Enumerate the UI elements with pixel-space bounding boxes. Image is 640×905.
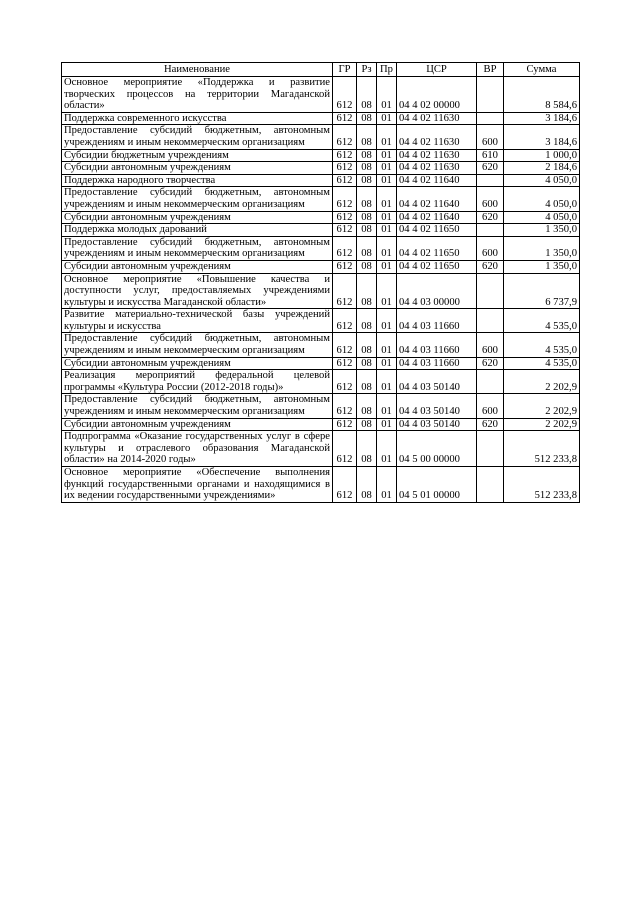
cell-vr: 620 (477, 211, 504, 224)
table-row (62, 224, 580, 237)
cell-csr: 04 5 00 00000 (397, 431, 477, 467)
cell-csr: 04 4 02 11640 (397, 174, 477, 187)
cell-gr: 612 (333, 162, 357, 175)
cell-name: Предоставление субсидий бюджетным, автономным учреждениям и иным некоммерческим организациям (62, 394, 333, 418)
cell-name: Основное мероприятие «Повышение качества и доступности услуг, предоставляемых учреждениями культуры и искусства Магаданской области» (62, 273, 333, 309)
header-gr: ГР (333, 63, 357, 77)
cell-gr: 612 (333, 467, 357, 503)
table-row (62, 77, 580, 113)
cell-csr: 04 4 02 11630 (397, 149, 477, 162)
budget-table (61, 62, 580, 503)
cell-rz: 08 (357, 370, 377, 394)
cell-csr: 04 4 02 11650 (397, 260, 477, 273)
cell-sum: 4 050,0 (504, 187, 580, 211)
cell-sum: 6 737,9 (504, 273, 580, 309)
header-name: Наименование (62, 63, 333, 77)
cell-pr: 01 (377, 431, 397, 467)
cell-gr: 612 (333, 211, 357, 224)
cell-csr: 04 4 02 11650 (397, 224, 477, 237)
table-row (62, 273, 580, 309)
cell-csr: 04 4 02 11640 (397, 187, 477, 211)
table-row (62, 174, 580, 187)
cell-gr: 612 (333, 174, 357, 187)
cell-pr: 01 (377, 174, 397, 187)
cell-rz: 08 (357, 149, 377, 162)
cell-pr: 01 (377, 357, 397, 370)
cell-sum: 2 202,9 (504, 394, 580, 418)
table-row (62, 333, 580, 357)
cell-rz: 08 (357, 431, 377, 467)
cell-rz: 08 (357, 224, 377, 237)
cell-name: Предоставление субсидий бюджетным, автономным учреждениям и иным некоммерческим организациям (62, 187, 333, 211)
cell-pr: 01 (377, 309, 397, 333)
cell-rz: 08 (357, 467, 377, 503)
cell-pr: 01 (377, 187, 397, 211)
cell-pr: 01 (377, 112, 397, 125)
cell-gr: 612 (333, 370, 357, 394)
cell-gr: 612 (333, 333, 357, 357)
cell-pr: 01 (377, 125, 397, 149)
cell-csr: 04 4 02 11630 (397, 162, 477, 175)
cell-vr (477, 309, 504, 333)
cell-csr: 04 4 03 11660 (397, 357, 477, 370)
cell-sum: 1 000,0 (504, 149, 580, 162)
table-row (62, 125, 580, 149)
cell-csr: 04 4 02 11630 (397, 125, 477, 149)
cell-rz: 08 (357, 273, 377, 309)
cell-rz: 08 (357, 394, 377, 418)
cell-name: Основное мероприятие «Обеспечение выполнения функций государственными органами и находящимися в их ведении государственными учреждениями» (62, 467, 333, 503)
cell-vr (477, 370, 504, 394)
cell-pr: 01 (377, 418, 397, 431)
table-row (62, 394, 580, 418)
cell-pr: 01 (377, 467, 397, 503)
header-vr: ВР (477, 63, 504, 77)
cell-gr: 612 (333, 125, 357, 149)
cell-vr: 620 (477, 418, 504, 431)
cell-name: Поддержка народного творчества (62, 174, 333, 187)
cell-name: Поддержка современного искусства (62, 112, 333, 125)
cell-vr: 620 (477, 357, 504, 370)
cell-name: Субсидии бюджетным учреждениям (62, 149, 333, 162)
cell-rz: 08 (357, 236, 377, 260)
table-row (62, 236, 580, 260)
cell-name: Основное мероприятие «Поддержка и развитие творческих процессов на территории Магаданской области» (62, 77, 333, 113)
cell-sum: 2 202,9 (504, 370, 580, 394)
cell-gr: 612 (333, 394, 357, 418)
table-row (62, 149, 580, 162)
cell-name: Субсидии автономным учреждениям (62, 418, 333, 431)
table-row (62, 187, 580, 211)
table-row (62, 418, 580, 431)
cell-gr: 612 (333, 260, 357, 273)
cell-vr: 600 (477, 333, 504, 357)
table-row (62, 112, 580, 125)
cell-vr (477, 112, 504, 125)
cell-name: Подпрограмма «Оказание государственных услуг в сфере культуры и отраслевого образования Магаданской области» на 2014-2020 годы» (62, 431, 333, 467)
cell-gr: 612 (333, 149, 357, 162)
header-sum: Сумма (504, 63, 580, 77)
header-csr: ЦСР (397, 63, 477, 77)
cell-rz: 08 (357, 112, 377, 125)
cell-gr: 612 (333, 224, 357, 237)
cell-sum: 4 535,0 (504, 309, 580, 333)
cell-rz: 08 (357, 260, 377, 273)
cell-vr (477, 273, 504, 309)
cell-sum: 1 350,0 (504, 224, 580, 237)
cell-gr: 612 (333, 431, 357, 467)
table-row (62, 467, 580, 503)
cell-name: Реализация мероприятий федеральной целевой программы «Культура России (2012-2018 годы)» (62, 370, 333, 394)
cell-sum: 8 584,6 (504, 77, 580, 113)
cell-pr: 01 (377, 333, 397, 357)
table-row (62, 162, 580, 175)
cell-rz: 08 (357, 174, 377, 187)
cell-rz: 08 (357, 309, 377, 333)
cell-csr: 04 4 02 11640 (397, 211, 477, 224)
cell-gr: 612 (333, 357, 357, 370)
cell-csr: 04 5 01 00000 (397, 467, 477, 503)
cell-pr: 01 (377, 394, 397, 418)
cell-csr: 04 4 03 11660 (397, 309, 477, 333)
cell-gr: 612 (333, 187, 357, 211)
cell-csr: 04 4 03 50140 (397, 394, 477, 418)
cell-name: Субсидии автономным учреждениям (62, 162, 333, 175)
cell-rz: 08 (357, 125, 377, 149)
cell-sum: 1 350,0 (504, 236, 580, 260)
cell-csr: 04 4 03 50140 (397, 418, 477, 431)
cell-sum: 4 535,0 (504, 333, 580, 357)
cell-sum: 3 184,6 (504, 112, 580, 125)
cell-pr: 01 (377, 162, 397, 175)
cell-rz: 08 (357, 77, 377, 113)
cell-vr: 600 (477, 187, 504, 211)
cell-csr: 04 4 02 11650 (397, 236, 477, 260)
table-row (62, 260, 580, 273)
cell-gr: 612 (333, 309, 357, 333)
cell-gr: 612 (333, 418, 357, 431)
table-row (62, 309, 580, 333)
table-header-row (62, 63, 580, 77)
cell-name: Развитие материально-технической базы учреждений культуры и искусства (62, 309, 333, 333)
cell-vr: 620 (477, 260, 504, 273)
cell-name: Поддержка молодых дарований (62, 224, 333, 237)
cell-name: Предоставление субсидий бюджетным, автономным учреждениям и иным некоммерческим организациям (62, 333, 333, 357)
cell-name: Субсидии автономным учреждениям (62, 357, 333, 370)
cell-vr (477, 431, 504, 467)
cell-rz: 08 (357, 162, 377, 175)
cell-csr: 04 4 03 00000 (397, 273, 477, 309)
cell-gr: 612 (333, 112, 357, 125)
cell-gr: 612 (333, 77, 357, 113)
cell-vr (477, 467, 504, 503)
cell-vr: 600 (477, 236, 504, 260)
cell-pr: 01 (377, 236, 397, 260)
cell-rz: 08 (357, 187, 377, 211)
table-row (62, 357, 580, 370)
cell-pr: 01 (377, 273, 397, 309)
cell-vr: 600 (477, 394, 504, 418)
cell-pr: 01 (377, 260, 397, 273)
cell-vr: 620 (477, 162, 504, 175)
cell-sum: 512 233,8 (504, 431, 580, 467)
cell-rz: 08 (357, 418, 377, 431)
cell-pr: 01 (377, 370, 397, 394)
cell-sum: 4 050,0 (504, 174, 580, 187)
cell-vr (477, 174, 504, 187)
cell-pr: 01 (377, 77, 397, 113)
cell-pr: 01 (377, 211, 397, 224)
header-pr: Пр (377, 63, 397, 77)
cell-sum: 2 184,6 (504, 162, 580, 175)
cell-pr: 01 (377, 224, 397, 237)
cell-gr: 612 (333, 236, 357, 260)
cell-vr (477, 77, 504, 113)
table-row (62, 370, 580, 394)
cell-sum: 2 202,9 (504, 418, 580, 431)
cell-name: Субсидии автономным учреждениям (62, 260, 333, 273)
cell-sum: 4 050,0 (504, 211, 580, 224)
cell-name: Предоставление субсидий бюджетным, автономным учреждениям и иным некоммерческим организациям (62, 236, 333, 260)
cell-csr: 04 4 02 11630 (397, 112, 477, 125)
cell-rz: 08 (357, 357, 377, 370)
cell-csr: 04 4 02 00000 (397, 77, 477, 113)
cell-vr: 600 (477, 125, 504, 149)
cell-csr: 04 4 03 50140 (397, 370, 477, 394)
cell-name: Субсидии автономным учреждениям (62, 211, 333, 224)
cell-sum: 4 535,0 (504, 357, 580, 370)
header-rz: Рз (357, 63, 377, 77)
cell-rz: 08 (357, 211, 377, 224)
cell-vr: 610 (477, 149, 504, 162)
cell-rz: 08 (357, 333, 377, 357)
table-row (62, 431, 580, 467)
cell-sum: 3 184,6 (504, 125, 580, 149)
cell-name: Предоставление субсидий бюджетным, автономным учреждениям и иным некоммерческим организациям (62, 125, 333, 149)
cell-sum: 1 350,0 (504, 260, 580, 273)
cell-vr (477, 224, 504, 237)
table-row (62, 211, 580, 224)
cell-pr: 01 (377, 149, 397, 162)
cell-gr: 612 (333, 273, 357, 309)
cell-sum: 512 233,8 (504, 467, 580, 503)
cell-csr: 04 4 03 11660 (397, 333, 477, 357)
